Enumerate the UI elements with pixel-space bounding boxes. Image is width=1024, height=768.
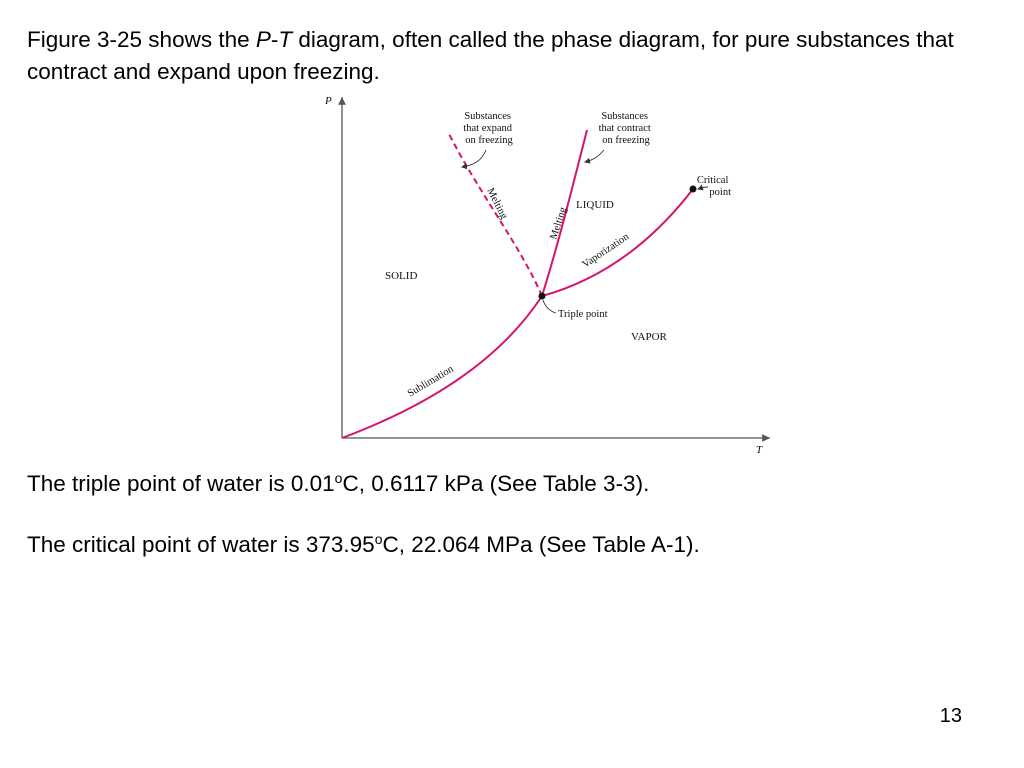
intro-paragraph bbox=[27, 24, 987, 88]
y-axis-label: P bbox=[325, 95, 332, 107]
callout-contract-line1: Substances bbox=[601, 111, 649, 122]
intro-p-symbol: P bbox=[255, 27, 271, 52]
callout-contract bbox=[599, 111, 654, 146]
callout-critical-line2: point bbox=[709, 187, 731, 198]
callout-expand-line1: Substances bbox=[464, 111, 512, 122]
callout-triple-leader bbox=[543, 300, 556, 313]
callout-expand-line3: on freezing bbox=[465, 135, 513, 146]
callout-contract-line2: that contract bbox=[598, 123, 651, 134]
melting-label-contract: Melting bbox=[548, 205, 570, 241]
intro-text-1: Figure 3-25 shows the bbox=[27, 27, 256, 52]
region-solid: SOLID bbox=[385, 270, 418, 282]
callout-critical-leader bbox=[698, 187, 708, 189]
page-number: 13 bbox=[939, 705, 962, 727]
triple-note-text-2: C, 0.6117 kPa (See Table 3-3). bbox=[342, 471, 650, 496]
callout-triple: Triple point bbox=[558, 309, 608, 320]
critical-point-marker bbox=[690, 186, 697, 193]
phase-diagram bbox=[300, 88, 780, 463]
triple-note-text: The triple point of water is 0.01 bbox=[27, 471, 335, 496]
sublimation-label: Sublimation bbox=[405, 363, 456, 400]
melting-label-expand: Melting bbox=[484, 186, 510, 221]
critical-note-text-2: C, 22.064 MPa (See Table A-1). bbox=[382, 532, 700, 557]
intro-t-symbol: T bbox=[278, 27, 293, 52]
triple-point-marker bbox=[539, 293, 546, 300]
callout-critical-line1: Critical bbox=[696, 175, 729, 186]
intro-dash: - bbox=[270, 27, 279, 52]
region-liquid: LIQUID bbox=[576, 199, 614, 211]
x-axis-label: T bbox=[756, 444, 763, 456]
degree-sup: o bbox=[334, 470, 343, 486]
sublimation-curve bbox=[342, 296, 542, 438]
degree-sup: o bbox=[374, 531, 383, 547]
critical-note-text: The critical point of water is 373.95 bbox=[27, 532, 375, 557]
critical-point-note bbox=[27, 531, 700, 559]
callout-contract-leader bbox=[585, 150, 604, 162]
callout-expand bbox=[463, 111, 514, 146]
callout-contract-line3: on freezing bbox=[602, 135, 650, 146]
callout-expand-line2: that expand bbox=[463, 123, 513, 134]
callout-critical bbox=[697, 175, 731, 198]
vaporization-label: Vaporization bbox=[580, 231, 632, 271]
intro-text-2: diagram, often called the phase diagram, for pure substances that contract and expand upon freezing. bbox=[27, 27, 954, 84]
triple-point-note bbox=[27, 470, 649, 498]
region-vapor: VAPOR bbox=[631, 331, 667, 343]
melting-curve-expand bbox=[448, 132, 542, 296]
